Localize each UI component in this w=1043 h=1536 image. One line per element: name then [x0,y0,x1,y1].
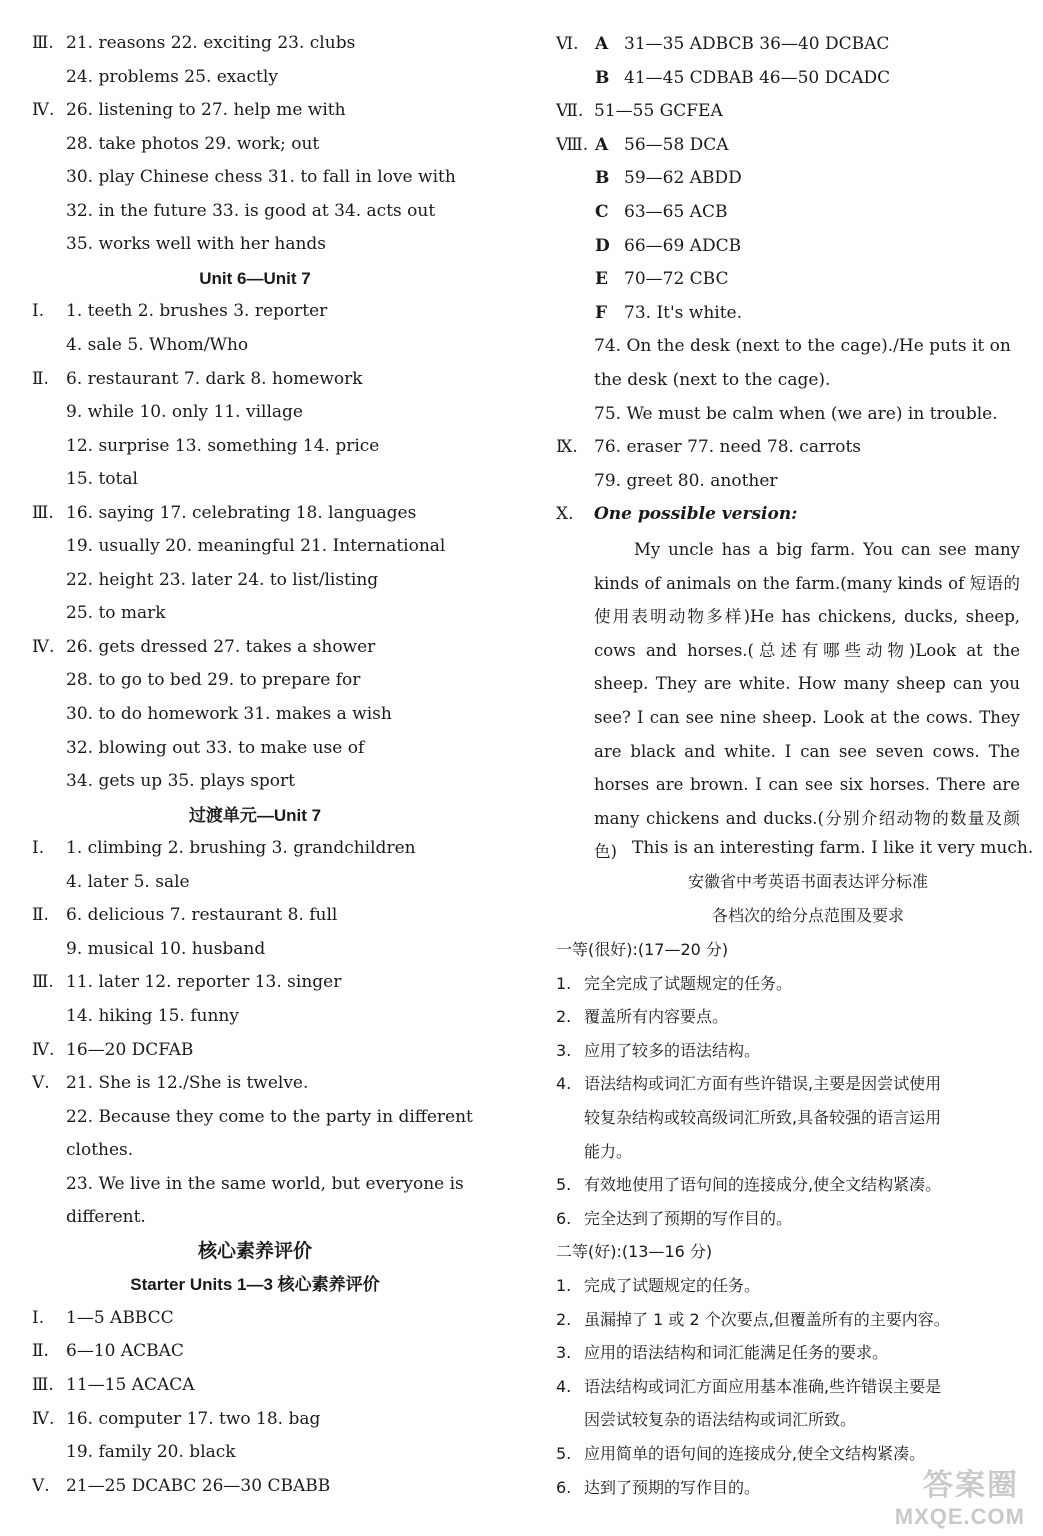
answer-line [0,732,510,765]
answer-line [0,329,510,362]
answer-line [0,631,510,664]
criteria-number: 5. [556,1175,572,1195]
section-marker: Ⅰ. [32,1307,45,1328]
answer-text: 1. teeth 2. brushes 3. reporter [66,301,328,322]
answer-line [0,1403,510,1436]
answer-line [0,61,510,94]
section-marker: Ⅷ. [556,134,589,155]
criteria-text: 较复杂结构或较高级词汇所致,具备较强的语言运用 [584,1108,942,1127]
criteria-number: 5. [556,1444,572,1463]
section-heading [0,799,510,832]
criteria-line [548,1168,1028,1201]
answer-line [0,1302,510,1335]
section-marker: Ⅵ. [556,34,579,54]
criteria-number: 2. [556,1309,572,1329]
criteria-line [548,1235,1028,1268]
answer-text: 1. climbing 2. brushing 3. grandchildren [66,838,416,859]
criteria-line [548,1034,1028,1067]
answer-line [548,263,1028,296]
criteria-line [548,933,1028,966]
answer-line [0,866,510,899]
criteria-number: 1. [556,973,572,993]
answer-text: 24. problems 25. exactly [66,66,278,87]
answer-line [548,465,1028,498]
answer-text: 21—25 DCABC 26—30 CBABB [66,1475,331,1496]
criteria-line [548,1403,1028,1436]
answer-text: 34. gets up 35. plays sport [66,771,296,792]
criteria-line [548,1067,1028,1100]
sub-marker: B [595,168,610,189]
standard-subtitle: 各档次的给分点范围及要求 [711,906,904,925]
answer-line [0,1067,510,1100]
answer-line [548,129,1028,162]
heading-text: Unit 6—Unit 7 [199,268,311,288]
answer-text: 21. She is 12./She is twelve. [66,1073,309,1094]
criteria-line [548,1370,1028,1403]
criteria-text: 应用了较多的语法结构。 [584,1040,761,1060]
sub-marker: E [595,269,608,290]
sample-essay: My uncle has a big farm. You can see many kinds of animals on the farm.(many kinds of 短语的使用表明动物多样)He has chickens, ducks, sheep, cows and horses.(总述有哪些动物)Look at the sheep. They are white. How many sheep can you see? I can see nine sheep. Look at the cows. They are black and white. I can see seven cows. The horses are brown. I can see six horses. There are many chickens and ducks.(分别介绍动物的数量及颜色) [594,540,1020,862]
answer-line [0,564,510,597]
criteria-line [548,1101,1028,1134]
essay-closing: This is an interesting farm. I like it very much. [632,838,1034,858]
answer-text: 73. It's white. [624,302,743,323]
criteria-text: 达到了预期的写作目的。 [584,1477,761,1497]
answer-text: 31—35 ADBCB 36—40 DCBAC [624,34,890,54]
criteria-line [548,1303,1028,1336]
criteria-line [548,1202,1028,1235]
answer-line [548,162,1028,195]
section-marker: Ⅱ. [32,368,49,389]
answer-line [548,498,1028,531]
sub-marker: C [595,202,609,222]
answer-line [0,966,510,999]
standard-title: 安徽省中考英语书面表达评分标准 [687,872,928,891]
answer-text: 59—62 ABDD [624,168,742,189]
answer-text: 30. to do homework 31. makes a wish [66,704,392,724]
sub-marker: B [595,67,610,88]
answer-line [0,832,510,865]
criteria-text: 二等(好):(13—16 分) [556,1242,713,1262]
answer-text: 1—5 ABBCC [66,1307,174,1328]
answer-line [548,95,1028,128]
criteria-line [548,967,1028,1000]
sample-label: One possible version: [594,504,798,525]
answer-line [0,1168,510,1201]
section-marker: Ⅲ. [32,33,54,53]
section-heading [0,262,510,295]
answer-line [0,161,510,194]
answer-text: 56—58 DCA [624,134,729,155]
section-marker: Ⅱ. [32,905,49,926]
section-marker: Ⅳ. [32,636,55,657]
answer-text: 32. blowing out 33. to make use of [66,737,365,758]
criteria-text: 语法结构或词汇方面有些许错误,主要是因尝试使用 [584,1074,942,1094]
criteria-text: 能力。 [584,1141,633,1161]
section-heading [0,1268,510,1301]
section-marker: Ⅳ. [32,100,55,121]
answer-line [0,1369,510,1402]
answer-text: 11—15 ACACA [66,1375,195,1395]
answer-line [0,597,510,630]
answer-line [0,698,510,731]
heading-text: 核心素养评价 [197,1240,312,1262]
answer-line [0,1201,510,1234]
answer-text: 79. greet 80. another [594,470,778,491]
criteria-line [548,1336,1028,1369]
answer-text: 30. play Chinese chess 31. to fall in love with [66,167,456,188]
sub-marker: F [595,302,608,323]
answer-text: clothes. [66,1140,134,1161]
criteria-number: 3. [556,1343,572,1363]
watermark-url: MXQE.COM [894,1504,1025,1529]
answer-text: 66—69 ADCB [624,235,742,256]
section-marker: Ⅹ. [556,504,574,525]
answer-text: 6. delicious 7. restaurant 8. full [66,905,338,926]
criteria-line [548,1269,1028,1302]
answer-text: 26. listening to 27. help me with [66,100,346,121]
answer-line [0,94,510,127]
criteria-text: 一等(很好):(17—20 分) [556,940,729,959]
criteria-text: 应用简单的语句间的连接成分,使全文结构紧凑。 [584,1444,926,1463]
answer-line [548,230,1028,263]
answer-line [0,933,510,966]
answer-text: 4. sale 5. Whom/Who [66,334,249,355]
criteria-text: 完全完成了试题规定的任务。 [584,973,793,993]
section-marker: Ⅶ. [556,101,584,122]
answer-line [0,363,510,396]
answer-line [548,431,1028,464]
answer-line [548,364,1028,397]
criteria-number: 3. [556,1040,572,1060]
answer-text: 12. surprise 13. something 14. price [66,435,380,456]
answer-text: 9. while 10. only 11. village [66,402,303,423]
answer-text: 74. On the desk (next to the cage)./He puts it on [594,336,1011,357]
answer-text: 75. We must be calm when (we are) in trouble. [594,403,998,424]
criteria-text: 有效地使用了语句间的连接成分,使全文结构紧凑。 [584,1175,942,1195]
criteria-number: 1. [556,1276,572,1295]
answer-line [0,1101,510,1134]
heading-text: Starter Units 1—3 核心素养评价 [130,1275,380,1295]
answer-text: 22. height 23. later 24. to list/listing [66,569,379,590]
answer-line [0,430,510,463]
answer-line [548,398,1028,431]
answer-line [0,1134,510,1167]
answer-text: the desk (next to the cage). [594,370,831,390]
answer-text: 28. to go to bed 29. to prepare for [66,670,361,691]
answer-text: 16. computer 17. two 18. bag [66,1408,321,1429]
answer-text: 11. later 12. reporter 13. singer [66,972,342,993]
answer-line [548,297,1028,330]
answer-line [0,1335,510,1368]
criteria-text: 虽漏掉了 1 或 2 个次要点,但覆盖所有的主要内容。 [584,1309,950,1329]
criteria-text: 完成了试题规定的任务。 [584,1276,761,1295]
answer-text: 21. reasons 22. exciting 23. clubs [66,33,356,53]
answer-line [0,396,510,429]
answer-text: 23. We live in the same world, but everyone is [66,1173,464,1194]
criteria-text: 语法结构或词汇方面应用基本准确,些许错误主要是 [584,1376,942,1396]
answer-line [0,1470,510,1503]
answer-text: 6. restaurant 7. dark 8. homework [66,368,363,389]
answer-line [0,899,510,932]
answer-line [0,228,510,261]
criteria-line [548,1135,1028,1168]
answer-text: 6—10 ACBAC [66,1341,184,1362]
section-marker: Ⅲ. [32,972,54,993]
answer-text: 4. later 5. sale [66,871,190,892]
answer-text: 63—65 ACB [624,202,728,222]
answer-line [0,1436,510,1469]
answer-line [0,1000,510,1033]
section-marker: Ⅱ. [32,1341,49,1362]
answer-line [0,765,510,798]
section-marker: Ⅸ. [556,437,578,458]
answer-line [0,1034,510,1067]
criteria-text: 因尝试较复杂的语法结构或词汇所致。 [584,1410,857,1430]
answer-line [0,27,510,60]
section-marker: Ⅴ. [32,1073,50,1094]
answer-line [0,128,510,161]
criteria-number: 4. [556,1376,572,1396]
section-heading [0,1235,510,1268]
section-marker: Ⅴ. [32,1475,50,1496]
answer-text: 16. saying 17. celebrating 18. languages [66,502,417,523]
answer-line [0,497,510,530]
answer-line [0,195,510,228]
watermark-text: 答案圈 [923,1469,1019,1502]
sub-marker: D [595,235,610,256]
answer-text: different. [66,1207,146,1228]
answer-line [548,62,1028,95]
sub-marker: A [595,34,609,54]
answer-text: 15. total [66,469,138,490]
answer-line [548,28,1028,61]
watermark-logo [885,1460,1025,1530]
answer-line [0,295,510,328]
answer-text: 9. musical 10. husband [66,938,266,959]
section-marker: Ⅳ. [32,1039,55,1060]
answer-text: 25. to mark [66,603,166,624]
criteria-line [548,1000,1028,1033]
section-marker: Ⅰ. [32,301,45,322]
answer-line [548,330,1028,363]
answer-line [548,196,1028,229]
answer-text: 32. in the future 33. is good at 34. acts out [66,200,436,221]
answer-line [0,664,510,697]
answer-line [0,463,510,496]
answer-text: 51—55 GCFEA [594,101,723,122]
answer-text: 76. eraser 77. need 78. carrots [594,437,862,458]
answer-text: 19. family 20. black [66,1442,236,1463]
section-marker: Ⅰ. [32,838,45,859]
answer-text: 28. take photos 29. work; out [66,133,320,154]
section-marker: Ⅲ. [32,1375,54,1395]
criteria-number: 4. [556,1074,572,1094]
criteria-text: 覆盖所有内容要点。 [584,1007,729,1027]
answer-text: 41—45 CDBAB 46—50 DCADC [624,67,891,88]
answer-text: 22. Because they come to the party in different [66,1106,473,1127]
section-marker: Ⅳ. [32,1408,55,1429]
section-marker: Ⅲ. [32,502,54,523]
answer-text: 14. hiking 15. funny [66,1005,239,1026]
answer-text: 35. works well with her hands [66,234,327,255]
sub-marker: A [595,134,609,155]
answer-line [0,530,510,563]
criteria-text: 完全达到了预期的写作目的。 [584,1208,793,1228]
heading-text: 过渡单元—Unit 7 [188,805,322,825]
criteria-text: 应用的语法结构和词汇能满足任务的要求。 [584,1343,889,1363]
answer-text: 19. usually 20. meaningful 21. International [66,536,446,557]
criteria-number: 6. [556,1477,572,1497]
answer-text: 26. gets dressed 27. takes a shower [66,636,376,657]
answer-text: 16—20 DCFAB [66,1039,194,1060]
criteria-number: 2. [556,1007,572,1027]
answer-text: 70—72 CBC [624,269,729,290]
criteria-number: 6. [556,1208,572,1228]
